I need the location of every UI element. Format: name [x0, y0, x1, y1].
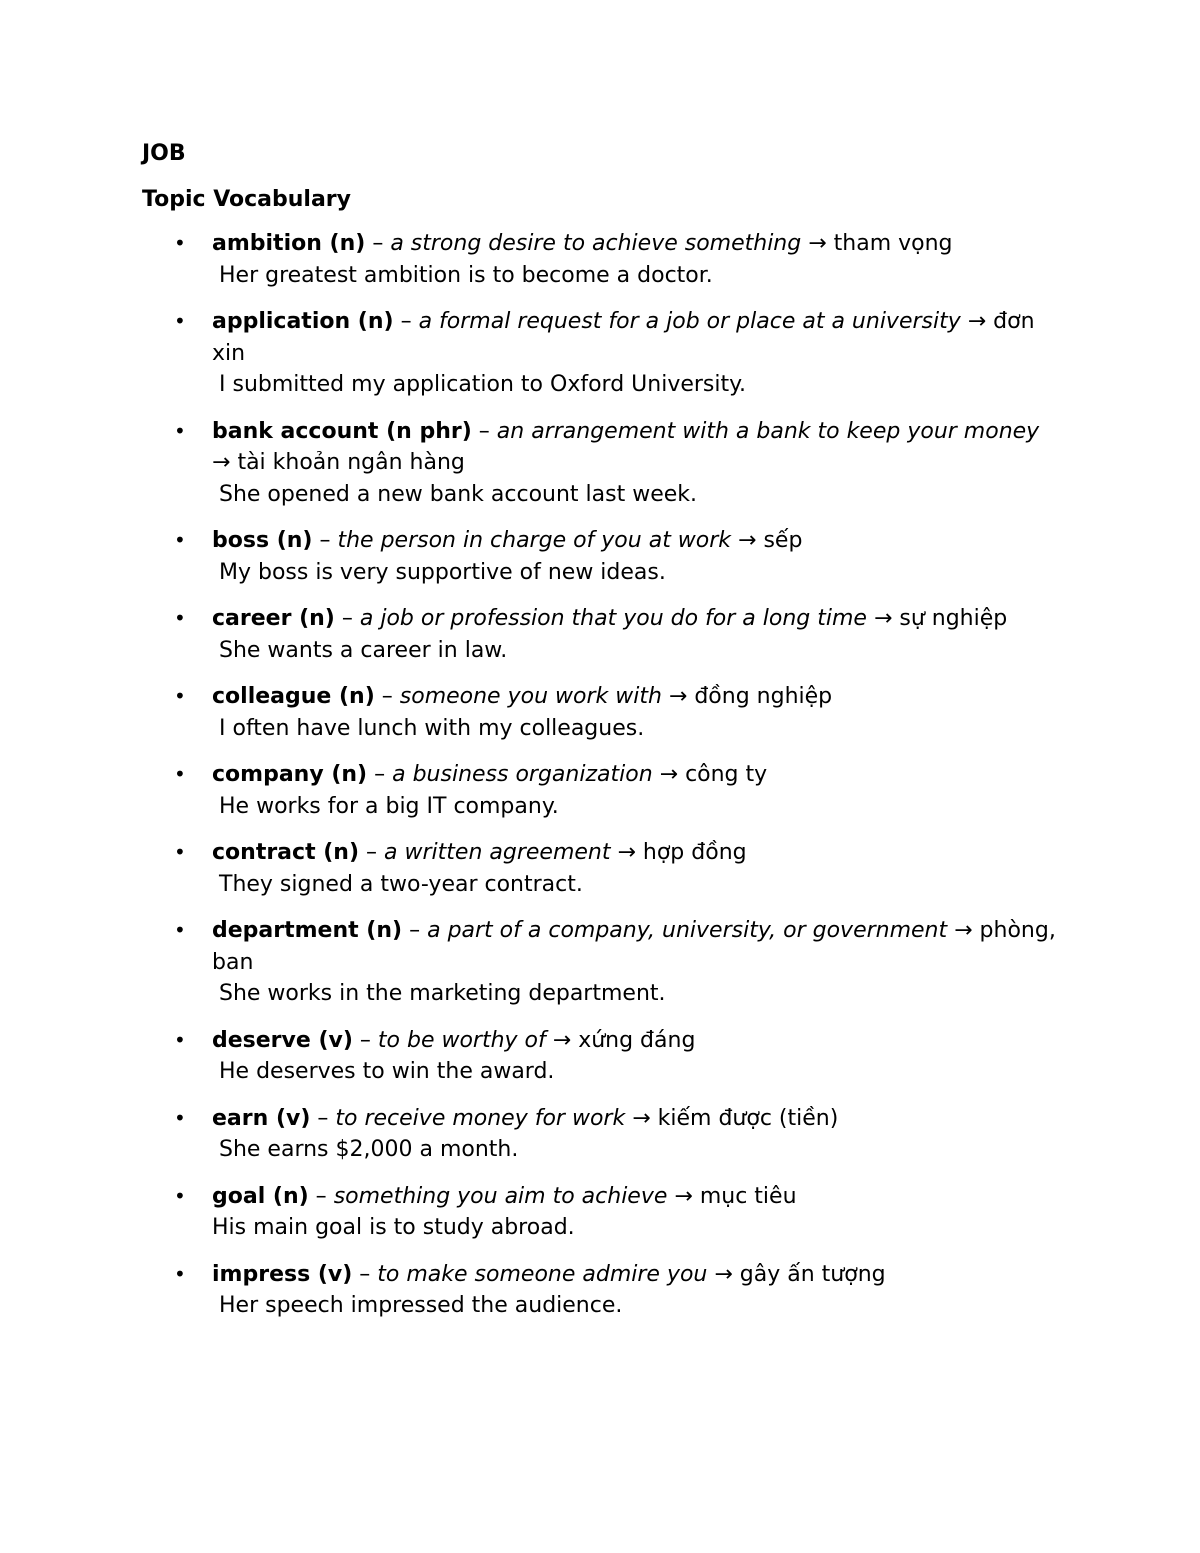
dash-separator: – — [367, 762, 393, 787]
vocab-translation: xứng đáng — [578, 1027, 696, 1053]
vocab-entry — [142, 681, 1062, 744]
vocab-translation: tham vọng — [833, 231, 953, 256]
vocab-definition: to make someone admire you — [377, 1261, 708, 1287]
dash-separator: – — [352, 1027, 378, 1053]
arrow-icon: → — [866, 606, 900, 631]
vocab-example: His main goal is to study abroad. — [212, 1215, 575, 1240]
dash-separator: – — [374, 684, 400, 709]
document-title: JOB — [142, 141, 186, 166]
bullet-icon: • — [174, 1261, 186, 1286]
vocab-definition: the person in charge of you at work — [337, 528, 732, 553]
vocab-example: Her greatest ambition is to become a doctor. — [219, 262, 713, 288]
vocab-entry — [142, 1181, 1062, 1244]
vocab-example: Her speech impressed the audience. — [219, 1293, 623, 1318]
arrow-icon: → — [801, 231, 834, 256]
dash-separator: – — [359, 840, 385, 865]
vocab-translation: sự nghiệp — [899, 606, 1008, 631]
vocab-example: She earns $2,000 a month. — [219, 1137, 519, 1162]
vocab-entry — [142, 416, 1062, 511]
vocab-translation: đồng nghiệp — [694, 684, 833, 709]
vocab-definition: a part of a company, university, or government — [427, 918, 948, 943]
arrow-icon: → — [652, 762, 686, 787]
bullet-icon: • — [174, 762, 186, 786]
vocab-term: ambition (n) — [212, 231, 366, 256]
dash-separator: – — [352, 1261, 378, 1287]
dash-separator: – — [310, 1105, 336, 1131]
vocab-term: earn (v) — [212, 1105, 311, 1131]
vocab-entry — [142, 915, 1062, 1010]
arrow-icon: → — [661, 684, 695, 709]
vocab-definition: to be worthy of — [377, 1027, 546, 1053]
vocab-entry — [142, 759, 1062, 822]
dash-separator: – — [308, 1183, 334, 1209]
bullet-icon: • — [174, 606, 186, 630]
vocab-term: deserve (v) — [212, 1027, 353, 1053]
vocab-definition: a written agreement — [384, 840, 611, 865]
arrow-icon: → — [707, 1261, 740, 1287]
vocabulary-list — [142, 228, 1062, 1322]
vocab-definition: a job or profession that you do for a long time — [359, 606, 867, 631]
document-page — [142, 138, 1062, 1337]
arrow-icon: → — [731, 528, 764, 553]
vocab-definition: to receive money for work — [335, 1105, 626, 1131]
vocab-example: He works for a big IT company. — [219, 793, 559, 819]
bullet-icon: • — [174, 231, 186, 255]
bullet-icon: • — [174, 1027, 186, 1052]
vocab-entry — [142, 1103, 1062, 1166]
dash-separator: – — [365, 231, 391, 256]
vocab-definition: an arrangement with a bank to keep your money — [496, 418, 1040, 444]
vocab-term: goal (n) — [212, 1183, 309, 1209]
vocab-entry — [142, 525, 1062, 588]
vocab-term: impress (v) — [212, 1261, 353, 1287]
vocab-definition: a business organization — [392, 762, 653, 787]
vocab-definition: a formal request for a job or place at a university — [418, 309, 961, 334]
vocab-definition: someone you work with — [399, 684, 662, 709]
vocab-translation: công ty — [685, 762, 768, 787]
vocab-term: career (n) — [212, 606, 335, 631]
bullet-icon: • — [174, 918, 186, 942]
vocab-translation: phòng, ban — [212, 918, 1056, 975]
vocab-translation: gây ấn tượng — [739, 1261, 886, 1287]
vocab-translation: kiếm được (tiền) — [657, 1105, 839, 1131]
vocab-example: She wants a career in law. — [219, 637, 508, 663]
vocab-example: I submitted my application to Oxford University. — [219, 372, 747, 397]
bullet-icon: • — [174, 840, 186, 864]
vocab-example: My boss is very supportive of new ideas. — [219, 559, 666, 585]
vocab-translation: hợp đồng — [642, 840, 747, 865]
arrow-icon: → — [212, 450, 238, 475]
vocab-translation: tài khoản ngân hàng — [237, 450, 465, 475]
bullet-icon: • — [174, 528, 186, 552]
dash-separator: – — [312, 528, 338, 553]
vocab-definition: something you aim to achieve — [333, 1183, 668, 1209]
bullet-icon: • — [174, 418, 186, 443]
vocab-entry — [142, 837, 1062, 900]
vocab-term: bank account (n phr) — [212, 418, 472, 444]
vocab-definition: a strong desire to achieve something — [390, 231, 802, 256]
arrow-icon: → — [960, 309, 994, 334]
vocab-example: I often have lunch with my colleagues. — [219, 715, 645, 741]
bullet-icon: • — [174, 684, 186, 708]
vocab-translation: mục tiêu — [699, 1183, 797, 1209]
vocab-term: department (n) — [212, 918, 403, 943]
vocab-example: She opened a new bank account last week. — [219, 481, 698, 507]
vocab-example: He deserves to win the award. — [219, 1059, 555, 1084]
dash-separator: – — [402, 918, 428, 943]
arrow-icon: → — [667, 1183, 700, 1209]
vocab-translation: sếp — [763, 528, 803, 553]
bullet-icon: • — [174, 1183, 186, 1208]
bullet-icon: • — [174, 1105, 186, 1130]
arrow-icon: → — [625, 1105, 658, 1131]
dash-separator: – — [393, 309, 419, 334]
arrow-icon: → — [947, 918, 980, 943]
arrow-icon: → — [610, 840, 643, 865]
bullet-icon: • — [174, 309, 186, 333]
vocab-entry — [142, 603, 1062, 666]
vocab-term: contract (n) — [212, 840, 360, 865]
section-heading: Topic Vocabulary — [142, 187, 351, 212]
vocab-entry — [142, 306, 1062, 401]
vocab-term: company (n) — [212, 762, 368, 787]
vocab-entry — [142, 228, 1062, 291]
vocab-example: They signed a two-year contract. — [219, 871, 583, 897]
vocab-translation: đơn xin — [212, 309, 1035, 366]
vocab-term: colleague (n) — [212, 684, 375, 709]
vocab-term: application (n) — [212, 309, 394, 334]
dash-separator: – — [471, 418, 497, 444]
vocab-entry — [142, 1259, 1062, 1322]
dash-separator: – — [334, 606, 360, 631]
vocab-entry — [142, 1025, 1062, 1088]
arrow-icon: → — [545, 1027, 579, 1053]
vocab-example: She works in the marketing department. — [219, 981, 666, 1006]
vocab-term: boss (n) — [212, 528, 313, 553]
